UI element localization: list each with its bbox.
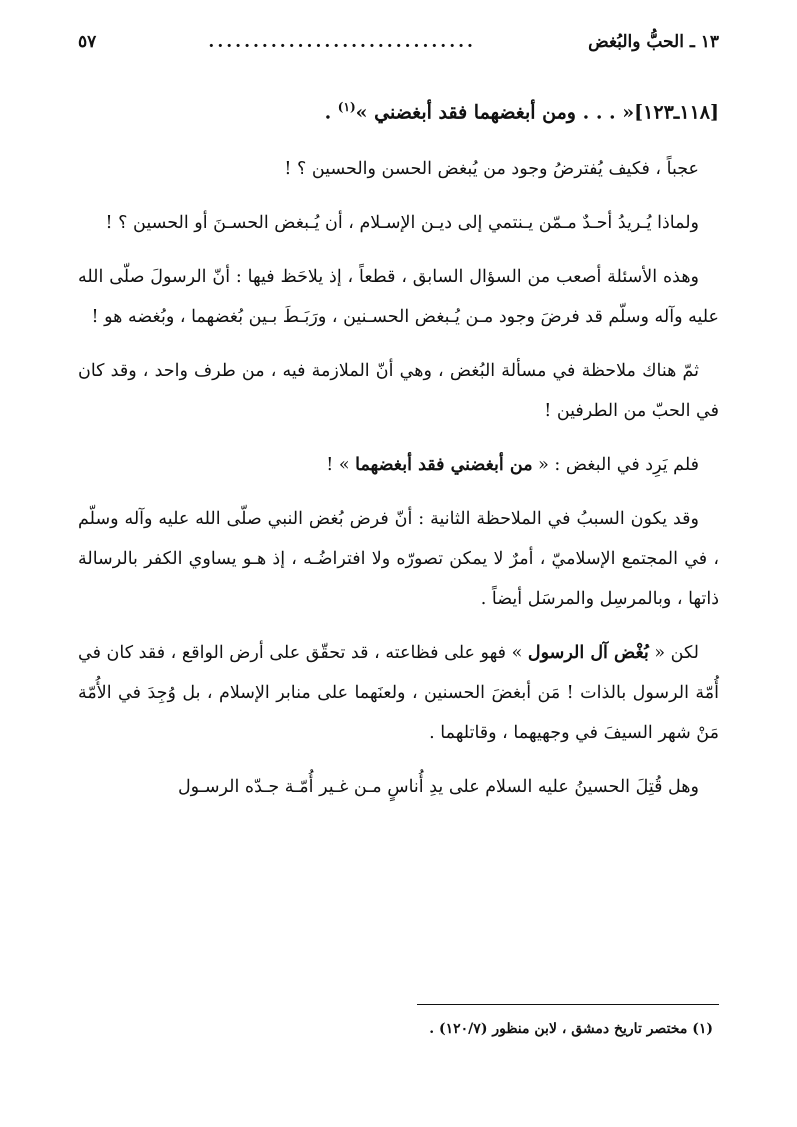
hadith-text: ومن أبغضهما فقد أبغضني — [374, 101, 576, 124]
paragraph-suffix: » ! — [326, 455, 356, 476]
paragraph-quote-bold: بُغْض آل الرسول — [527, 643, 649, 664]
paragraph-text: عجباً ، فكيف يُفترضُ وجود من يُبغض الحسن والحسين ؟ ! — [284, 159, 699, 180]
paragraph-text: وهذه الأسئلة أصعب من السؤال السابق ، قطعاً ، إذ يلاحَظ فيها : أنّ الرسولَ صلّى الله عليه وآله وسلّم قد فرضَ وجود مـن يُـبغض الحسـنين ، ورَبَـطَ بـين بُغضهما ، وبُغضه هو ! — [78, 267, 719, 328]
paragraph-4 — [78, 351, 719, 431]
paragraph-text: وهل قُتِلَ الحسينُ عليه السلام على يدِ أُناسٍ مـن غـير أُمّـة جـدّه الرسـول — [177, 777, 699, 798]
paragraph-3 — [78, 257, 719, 337]
footnote-divider — [417, 1004, 719, 1005]
hadith-heading — [78, 92, 719, 127]
footnote: (١) مختصر تاريخ دمشق ، لابن منظور (١٢٠/٧) . — [429, 1021, 713, 1037]
hadith-numbers: [١١٨ـ١٢٣] — [634, 101, 719, 124]
paragraph-quote-bold: من أبغضني فقد أبغضهما — [355, 455, 533, 476]
page-number: ٥٧ — [78, 32, 97, 52]
paragraph-7 — [78, 633, 719, 753]
footnote-reference[interactable]: (١) — [337, 100, 356, 114]
paragraph-text: ولماذا يُـريدُ أحـدٌ مـمّن يـنتمي إلى ديـن الإسـلام ، أن يُـبغض الحسـنَ أو الحسين ؟ ! — [105, 213, 699, 234]
paragraph-6 — [78, 499, 719, 619]
chapter-title: ١٣ ـ الحبُّ والبُغض — [588, 32, 719, 52]
paragraph-text: ثمّ هناك ملاحظة في مسألة البُغض ، وهي أنّ الملازمة فيه ، من طرف واحد ، وقد كان في الحبّ من الطرفين ! — [78, 361, 719, 422]
hadith-end: . — [324, 101, 338, 124]
paragraph-2 — [78, 203, 719, 243]
paragraph-prefix: لكن « — [648, 643, 699, 664]
paragraph-8 — [78, 767, 719, 807]
paragraph-1 — [78, 149, 719, 189]
hadith-open-quote: « . . . — [575, 101, 635, 124]
hadith-close-quote: » — [355, 101, 375, 124]
running-header — [78, 28, 719, 56]
leader-dots: .............................. — [208, 32, 476, 52]
book-page — [78, 28, 719, 1087]
paragraph-text: وقد يكون السببُ في الملاحظة الثانية : أنّ فرض بُغض النبي صلّى الله عليه وآله وسلّم ، في المجتمع الإسلاميّ ، أمرٌ لا يمكن تصورّه ولا افتراضُـه ، إذ هـو يساوي الكفر بالرسالة ذاتها ، وبالمرسِل والمرسَل أيضاً . — [78, 509, 719, 610]
paragraph-suffix: » فهو على فظاعته ، قد تحقّق على أرض الواقع ، فقد كان في أُمّة الرسول بالذات ! مَن أبغضَ الحسنين ، ولعنَهما على منابر الإسلام ، بل وُجِدَ في الأُمّة مَنْ شهر السيفَ في وجهيهما ، وقاتلهما . — [78, 643, 719, 744]
paragraph-5 — [78, 445, 719, 485]
paragraph-prefix: فلم يَرِد في البغض : « — [532, 455, 699, 476]
